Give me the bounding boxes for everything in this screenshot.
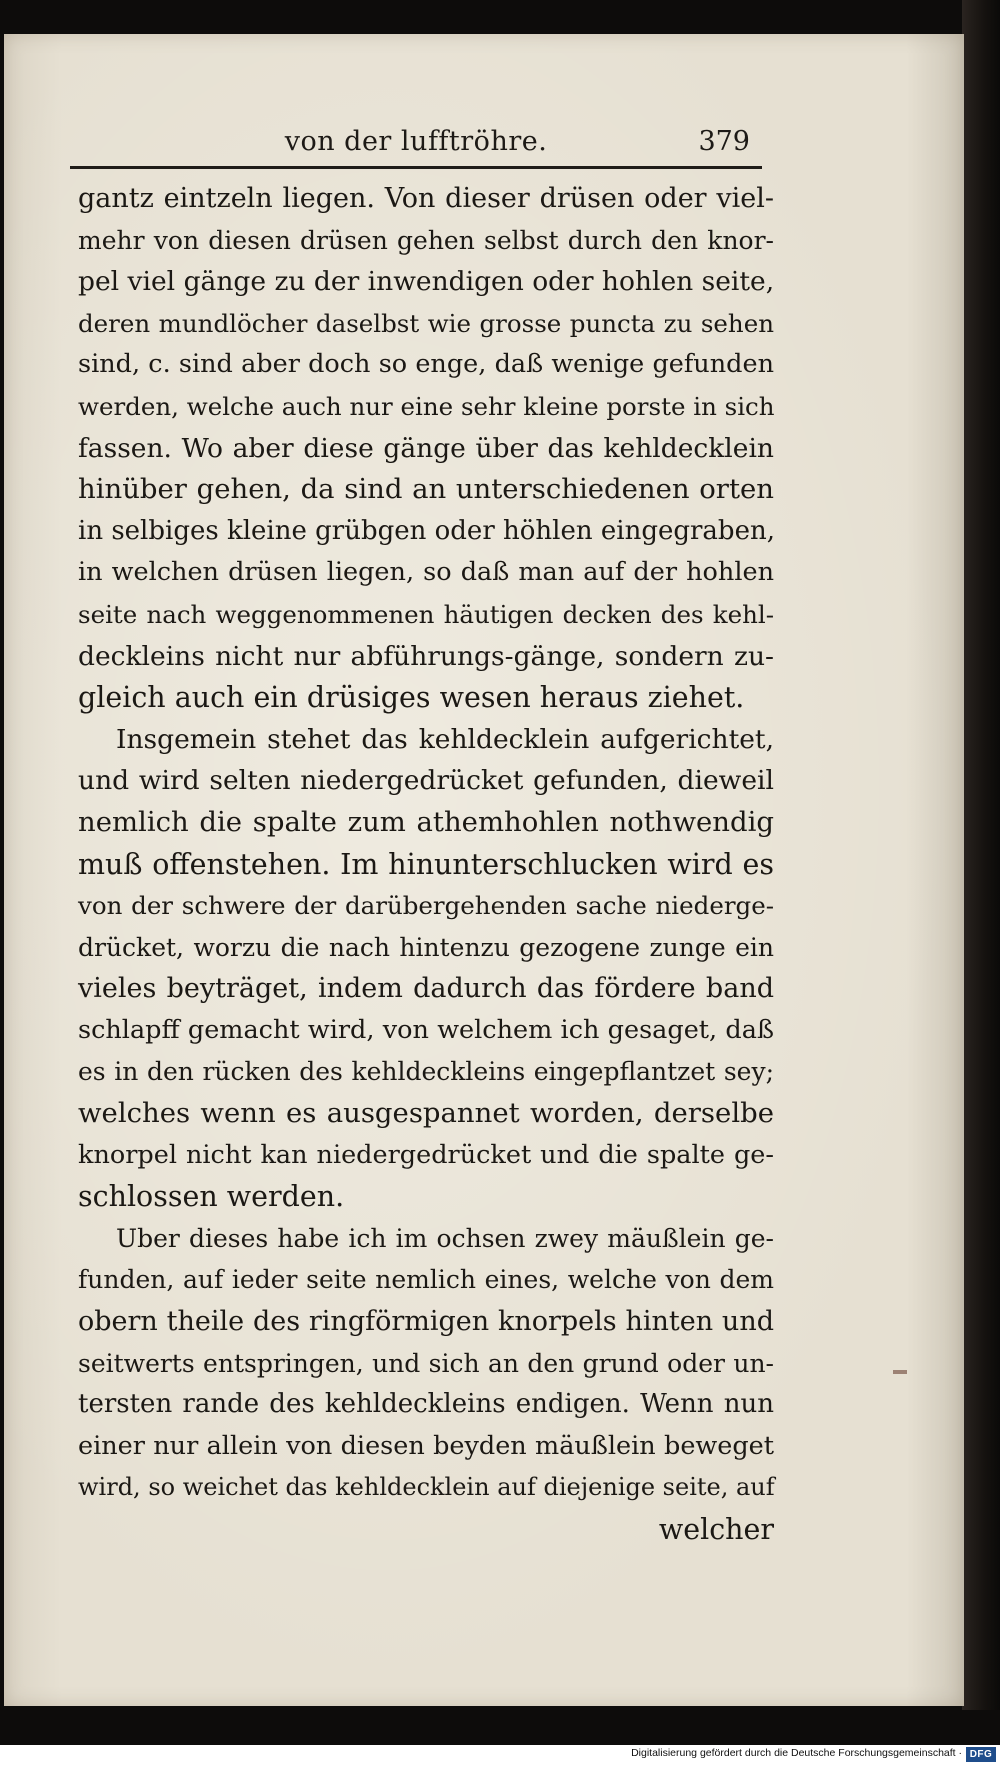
text-line: obern theile des ringförmigen knorpels hinten und	[78, 1306, 774, 1338]
text-line: gantz eintzeln liegen. Von dieser drüsen oder viel-	[78, 183, 774, 214]
text-line: pel viel gänge zu der inwendigen oder hohlen seite,	[78, 266, 775, 298]
text-line: in selbiges kleine grübgen oder höhlen eingegraben,	[78, 515, 775, 546]
text-line: es in den rücken des kehldeckleins eingepflantzet sey;	[78, 1057, 774, 1087]
text-line: tersten rande des kehldeckleins endigen. Wenn nun	[78, 1389, 774, 1420]
text-line: einer nur allein von diesen beyden mäußlein beweget	[78, 1430, 774, 1461]
header-rule	[70, 166, 762, 169]
page-header	[70, 112, 762, 168]
text-line: in welchen drüsen liegen, so daß man auf der hohlen	[78, 557, 774, 588]
text-line: schlapff gemacht wird, von welchem ich gesaget, daß	[78, 1014, 774, 1045]
text-line: deckleins nicht nur abführungs-gänge, sondern zu-	[78, 640, 774, 672]
paragraph	[78, 178, 774, 719]
text-line: mehr von diesen drüsen gehen selbst durch den knor-	[78, 225, 774, 255]
text-line: knorpel nicht kan niedergedrücket und die spalte ge-	[78, 1139, 774, 1170]
text-line: wird, so weichet das kehldecklein auf diejenige seite, auf	[78, 1473, 775, 1502]
text-line: Uber dieses habe ich im ochsen zwey mäußlein ge-	[116, 1223, 774, 1253]
text-line: seite nach weggenommenen häutigen decken des kehl-	[78, 599, 774, 629]
running-head: von der lufftröhre.	[284, 126, 548, 157]
text-line: von der schwere der darübergehenden sache niederge-	[78, 891, 774, 921]
text-line: drücket, worzu die nach hintenzu gezogene zunge ein	[78, 932, 774, 962]
text-line: gleich auch ein drüsiges wesen heraus ziehet.	[78, 681, 745, 715]
page-number: 379	[698, 126, 750, 157]
paragraph	[78, 1218, 774, 1509]
scan-dark-edge	[962, 0, 1000, 1710]
dfg-logo: DFG	[966, 1747, 996, 1762]
text-line: und wird selten niedergedrücket gefunden, dieweil	[78, 765, 774, 797]
text-line: fassen. Wo aber diese gänge über das kehldecklein	[78, 432, 774, 464]
text-line: hinüber gehen, da sind an unterschiedenen orten	[78, 473, 774, 506]
catchword: welcher	[658, 1513, 774, 1546]
text-line: schlossen werden.	[78, 1180, 345, 1214]
margin-mark	[893, 1370, 907, 1374]
funding-credit: Digitalisierung gefördert durch die Deutsche Forschungsgemeinschaft ·	[631, 1747, 962, 1759]
text-line: sind, c. sind aber doch so enge, daß wenige gefunden	[78, 349, 774, 380]
text-line: welches wenn es ausgespannet worden, derselbe	[78, 1097, 774, 1130]
text-line: muß offenstehen. Im hinunterschlucken wird es	[78, 847, 774, 881]
text-line: Insgemein stehet das kehldecklein aufgerichtet,	[116, 723, 774, 755]
text-line: funden, auf ieder seite nemlich eines, welche von dem	[78, 1265, 774, 1295]
footer-bar	[0, 1745, 1000, 1765]
text-line: seitwerts entspringen, und sich an den grund oder un-	[78, 1348, 774, 1378]
paragraph	[78, 719, 774, 1218]
text-line: werden, welche auch nur eine sehr kleine porste in sich	[78, 391, 775, 421]
page-body	[78, 178, 774, 1551]
text-line: nemlich die spalte zum athemhohlen nothwendig	[78, 805, 774, 838]
text-line: deren mundlöcher daselbst wie grosse puncta zu sehen	[78, 308, 774, 338]
text-line: vieles beyträget, indem dadurch das fördere band	[78, 973, 774, 1005]
